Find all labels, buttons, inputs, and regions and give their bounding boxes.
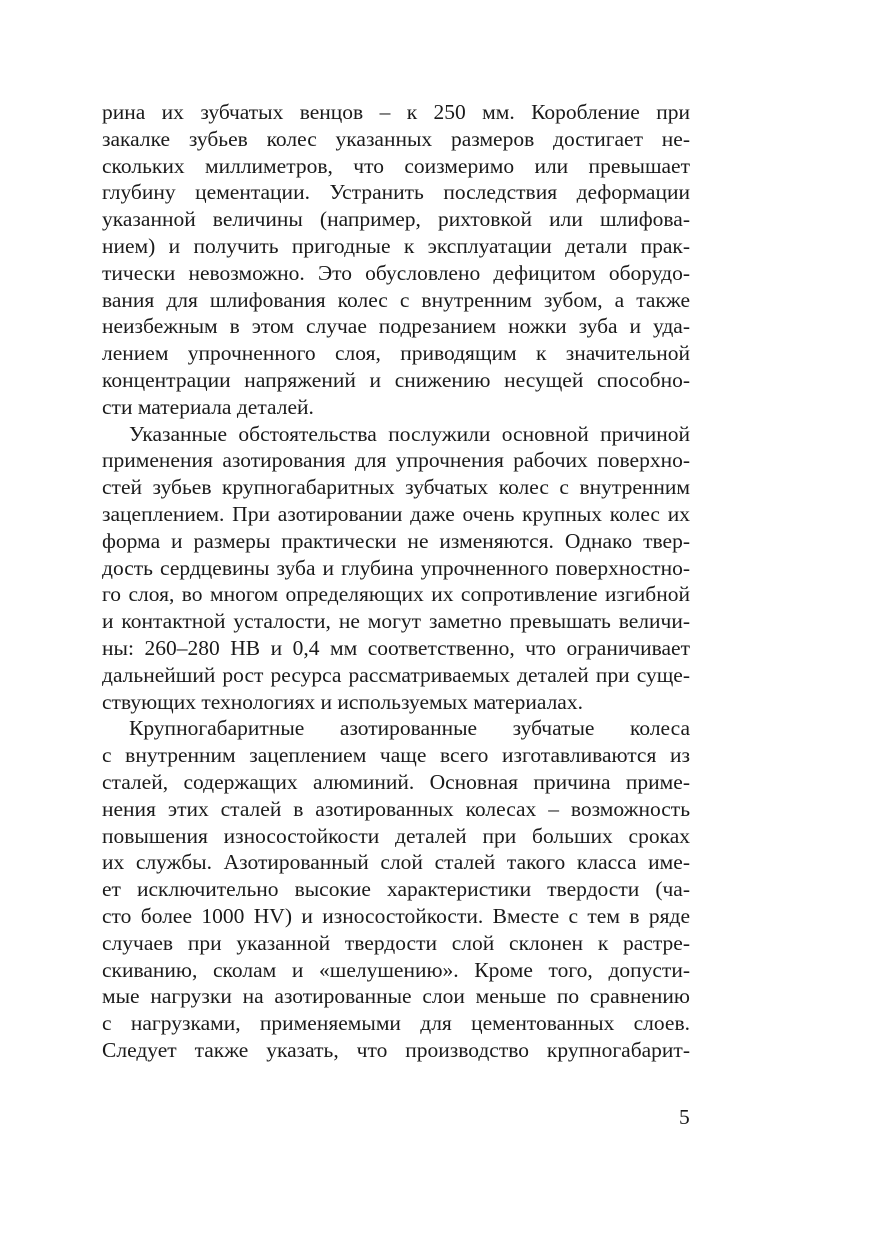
text-line: сто более 1000 HV) и износостойкости. Вместе с тем в ряде [102, 903, 690, 928]
paragraph [102, 99, 690, 421]
text-line: скиванию, сколам и «шелушению». Кроме того, допусти- [102, 957, 690, 982]
text-line: ны: 260–280 НВ и 0,4 мм соответственно, что ограничивает [102, 635, 690, 660]
text-line: с внутренним зацеплением чаще всего изготавливаются из [102, 743, 690, 768]
text-line: Указанные обстоятельства послужили основной причиной [129, 421, 690, 446]
text-line: и контактной усталости, не могут заметно превышать величи- [102, 609, 690, 634]
page-number: 5 [679, 1105, 690, 1129]
text-line: лением упрочненного слоя, приводящим к значительной [102, 341, 690, 366]
text-line: сталей, содержащих алюминий. Основная причина приме- [102, 769, 690, 794]
text-line: закалке зубьев колес указанных размеров достигает не- [102, 126, 690, 151]
paragraph [102, 421, 690, 716]
text-line: случаев при указанной твердости слой склонен к растре- [102, 930, 690, 955]
text-line: неизбежным в этом случае подрезанием ножки зуба и уда- [102, 314, 690, 339]
text-line: нием) и получить пригодные к эксплуатации детали прак- [102, 233, 690, 258]
text-line: концентрации напряжений и снижению несущей способно- [102, 367, 690, 392]
text-line: их службы. Азотированный слой сталей такого класса име- [102, 850, 690, 875]
text-line: стей зубьев крупногабаритных зубчатых колес с внутренним [102, 475, 690, 500]
text-line: повышения износостойкости деталей при больших сроках [102, 823, 690, 848]
text-line: ет исключительно высокие характеристики твердости (ча- [102, 877, 690, 902]
text-line: ствующих технологиях и используемых материалах. [102, 689, 583, 714]
text-line: глубину цементации. Устранить последствия деформации [102, 180, 690, 205]
text-line: дость сердцевины зуба и глубина упрочненного поверхностно- [102, 555, 690, 580]
text-line: указанной величины (например, рихтовкой или шлифова- [102, 207, 690, 232]
text-line: применения азотирования для упрочнения рабочих поверхно- [102, 448, 690, 473]
text-line: Следует также указать, что производство крупногабарит- [102, 1037, 690, 1062]
text-line: дальнейший рост ресурса рассматриваемых деталей при суще- [102, 662, 690, 687]
text-line: мые нагрузки на азотированные слои меньше по сравнению [102, 984, 690, 1009]
text-line: с нагрузками, применяемыми для цементованных слоев. [102, 1011, 690, 1036]
paragraph [102, 715, 690, 1063]
text-line: тически невозможно. Это обусловлено дефицитом оборудо- [102, 260, 690, 285]
text-line: го слоя, во многом определяющих их сопротивление изгибной [102, 582, 690, 607]
text-line: зацеплением. При азотировании даже очень крупных колес их [102, 501, 690, 526]
text-line: сти материала деталей. [102, 394, 314, 419]
text-line: Крупногабаритные азотированные зубчатые колеса [129, 716, 690, 741]
page-body [102, 99, 690, 1064]
text-line: вания для шлифования колес с внутренним зубом, а также [102, 287, 690, 312]
text-line: форма и размеры практически не изменяются. Однако твер- [102, 528, 690, 553]
text-line: рина их зубчатых венцов – к 250 мм. Коробление при [102, 100, 690, 124]
text-line: нения этих сталей в азотированных колесах – возможность [102, 796, 690, 821]
text-line: скольких миллиметров, что соизмеримо или превышает [102, 153, 690, 178]
